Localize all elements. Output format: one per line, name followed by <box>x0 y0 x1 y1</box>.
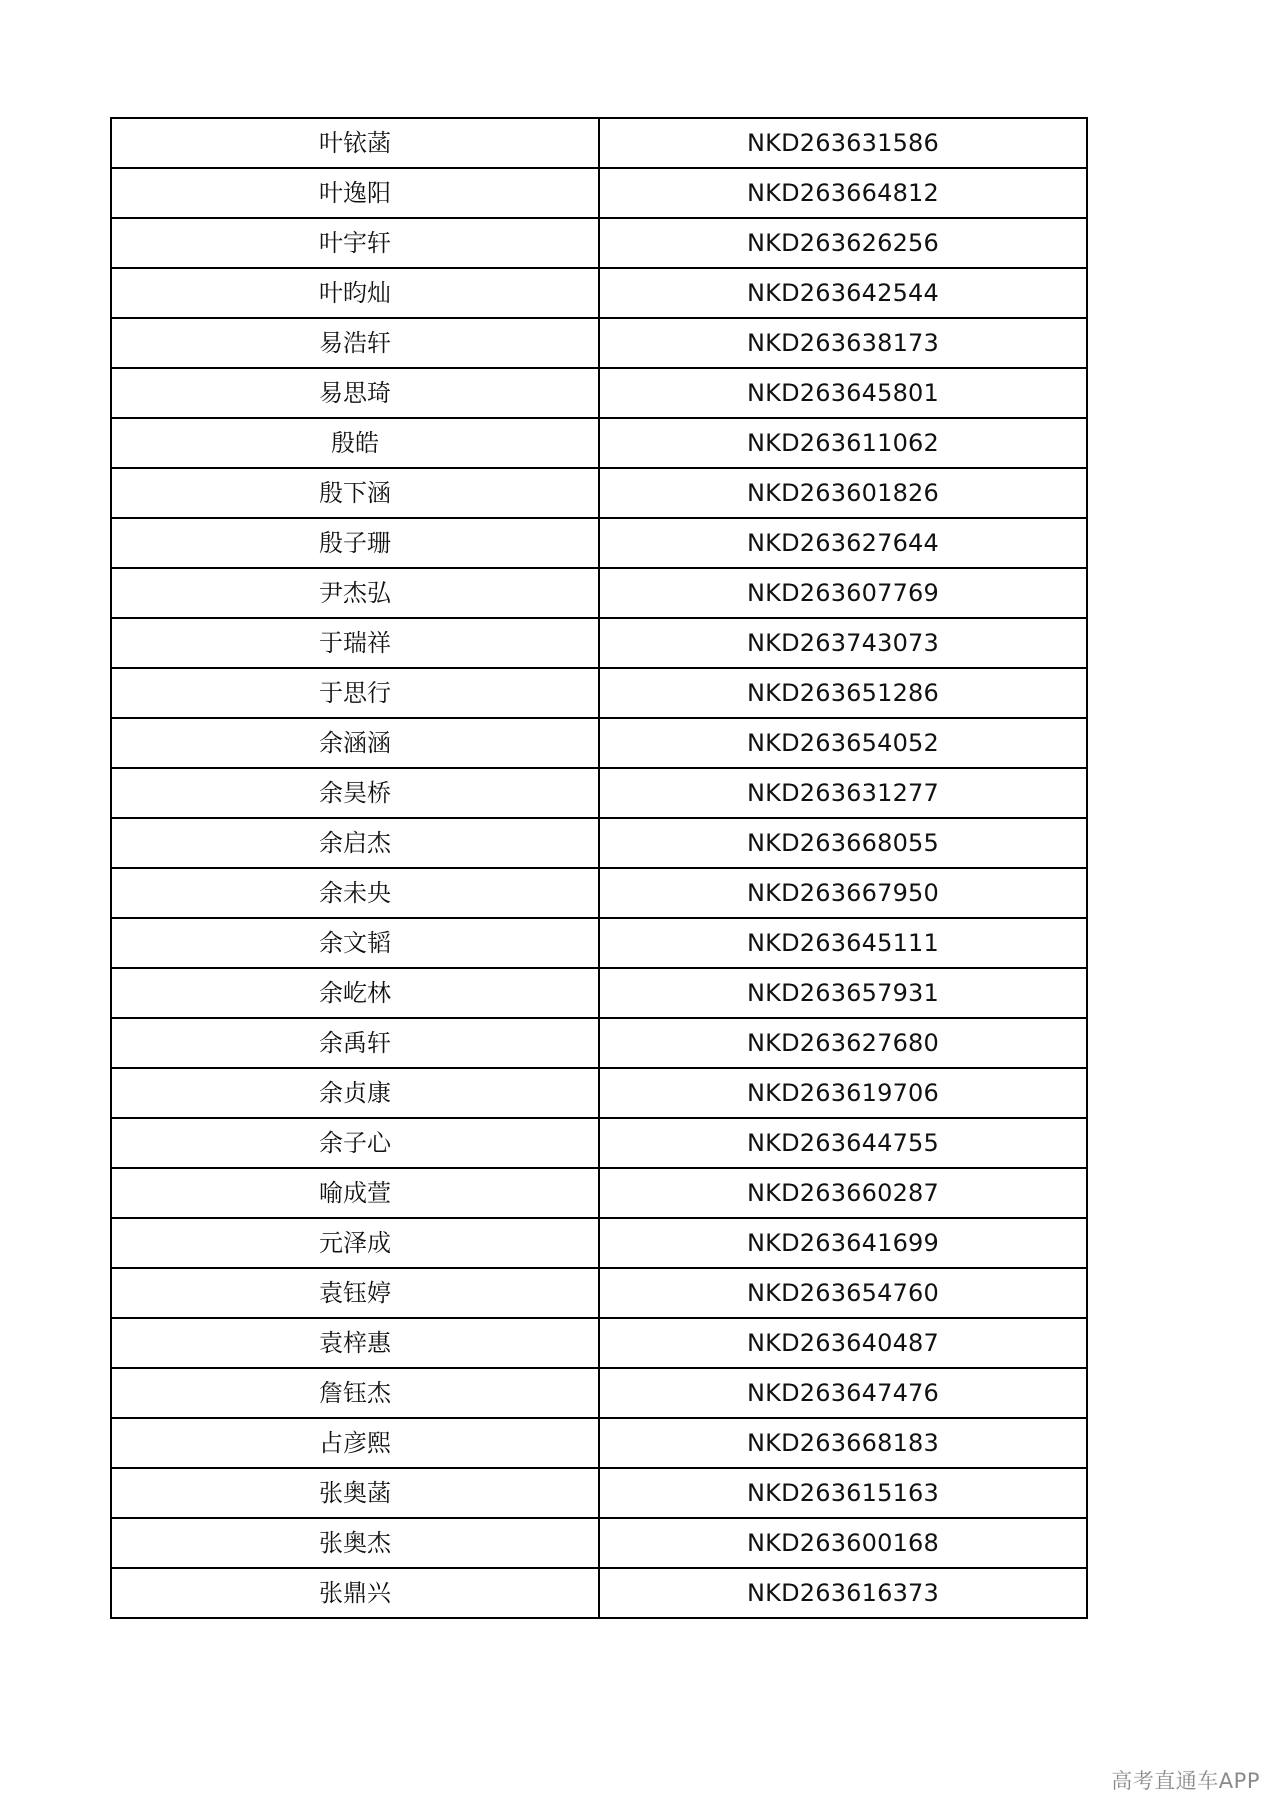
registration-id-cell: NKD263654052 <box>599 718 1087 768</box>
registration-id-cell: NKD263607769 <box>599 568 1087 618</box>
registration-id-cell: NKD263668055 <box>599 818 1087 868</box>
registration-id-cell: NKD263631586 <box>599 118 1087 168</box>
student-name-cell: 余贞康 <box>111 1068 599 1118</box>
registration-id-cell: NKD263601826 <box>599 468 1087 518</box>
registration-id-cell: NKD263627680 <box>599 1018 1087 1068</box>
student-name-cell: 袁钰婷 <box>111 1268 599 1318</box>
registration-id-cell: NKD263611062 <box>599 418 1087 468</box>
table-row <box>111 718 1087 768</box>
student-name-cell: 叶逸阳 <box>111 168 599 218</box>
registration-id-cell: NKD263642544 <box>599 268 1087 318</box>
table-row <box>111 1418 1087 1468</box>
student-name-cell: 殷子珊 <box>111 518 599 568</box>
student-name-cell: 余未央 <box>111 868 599 918</box>
registration-id-cell: NKD263644755 <box>599 1118 1087 1168</box>
student-name-cell: 詹钰杰 <box>111 1368 599 1418</box>
student-name-cell: 余启杰 <box>111 818 599 868</box>
registration-id-cell: NKD263615163 <box>599 1468 1087 1518</box>
table-row <box>111 568 1087 618</box>
table-row <box>111 1268 1087 1318</box>
registration-id-cell: NKD263667950 <box>599 868 1087 918</box>
student-name-cell: 于瑞祥 <box>111 618 599 668</box>
registration-id-cell: NKD263743073 <box>599 618 1087 668</box>
name-id-table <box>110 117 1088 1619</box>
student-name-cell: 喻成萱 <box>111 1168 599 1218</box>
table-row <box>111 1168 1087 1218</box>
table-row <box>111 318 1087 368</box>
table-row <box>111 618 1087 668</box>
table-row <box>111 368 1087 418</box>
table-row <box>111 818 1087 868</box>
student-name-cell: 尹杰弘 <box>111 568 599 618</box>
registration-id-cell: NKD263600168 <box>599 1518 1087 1568</box>
student-name-cell: 张奥菡 <box>111 1468 599 1518</box>
student-name-cell: 张奥杰 <box>111 1518 599 1568</box>
student-name-cell: 于思行 <box>111 668 599 718</box>
table-row <box>111 1318 1087 1368</box>
watermark: 高考直通车APP <box>1111 1769 1260 1793</box>
table-row <box>111 168 1087 218</box>
table-row <box>111 1468 1087 1518</box>
student-name-cell: 张鼎兴 <box>111 1568 599 1618</box>
table-row <box>111 1368 1087 1418</box>
table-row <box>111 468 1087 518</box>
table-row <box>111 268 1087 318</box>
student-name-cell: 占彦熙 <box>111 1418 599 1468</box>
table-row <box>111 918 1087 968</box>
table-row <box>111 768 1087 818</box>
registration-id-cell: NKD263647476 <box>599 1368 1087 1418</box>
table-row <box>111 1018 1087 1068</box>
registration-id-cell: NKD263654760 <box>599 1268 1087 1318</box>
student-name-cell: 余昊桥 <box>111 768 599 818</box>
student-name-cell: 殷皓 <box>111 418 599 468</box>
student-name-cell: 殷下涵 <box>111 468 599 518</box>
registration-id-cell: NKD263664812 <box>599 168 1087 218</box>
registration-id-cell: NKD263619706 <box>599 1068 1087 1118</box>
table-row <box>111 868 1087 918</box>
table-row <box>111 968 1087 1018</box>
student-name-cell: 叶铱菡 <box>111 118 599 168</box>
student-name-cell: 元泽成 <box>111 1218 599 1268</box>
registration-id-cell: NKD263645111 <box>599 918 1087 968</box>
student-name-cell: 余涵涵 <box>111 718 599 768</box>
registration-id-cell: NKD263660287 <box>599 1168 1087 1218</box>
registration-id-cell: NKD263626256 <box>599 218 1087 268</box>
student-name-cell: 余子心 <box>111 1118 599 1168</box>
table-row <box>111 518 1087 568</box>
table-row <box>111 1068 1087 1118</box>
registration-id-cell: NKD263651286 <box>599 668 1087 718</box>
table-body <box>111 118 1087 1618</box>
registration-id-cell: NKD263668183 <box>599 1418 1087 1468</box>
table-row <box>111 118 1087 168</box>
registration-id-cell: NKD263631277 <box>599 768 1087 818</box>
student-name-cell: 余屹林 <box>111 968 599 1018</box>
student-name-cell: 叶昀灿 <box>111 268 599 318</box>
student-name-cell: 叶宇轩 <box>111 218 599 268</box>
registration-id-cell: NKD263645801 <box>599 368 1087 418</box>
registration-id-cell: NKD263616373 <box>599 1568 1087 1618</box>
table-row <box>111 1218 1087 1268</box>
registration-id-cell: NKD263638173 <box>599 318 1087 368</box>
registration-id-cell: NKD263640487 <box>599 1318 1087 1368</box>
student-name-cell: 易思琦 <box>111 368 599 418</box>
registration-id-cell: NKD263627644 <box>599 518 1087 568</box>
student-name-cell: 袁梓惠 <box>111 1318 599 1368</box>
table-row <box>111 1518 1087 1568</box>
student-name-cell: 余文韬 <box>111 918 599 968</box>
table-row <box>111 218 1087 268</box>
registration-id-cell: NKD263641699 <box>599 1218 1087 1268</box>
table-row <box>111 668 1087 718</box>
table-row <box>111 418 1087 468</box>
table-row <box>111 1118 1087 1168</box>
table-row <box>111 1568 1087 1618</box>
registration-id-cell: NKD263657931 <box>599 968 1087 1018</box>
student-name-cell: 余禹轩 <box>111 1018 599 1068</box>
student-name-cell: 易浩轩 <box>111 318 599 368</box>
